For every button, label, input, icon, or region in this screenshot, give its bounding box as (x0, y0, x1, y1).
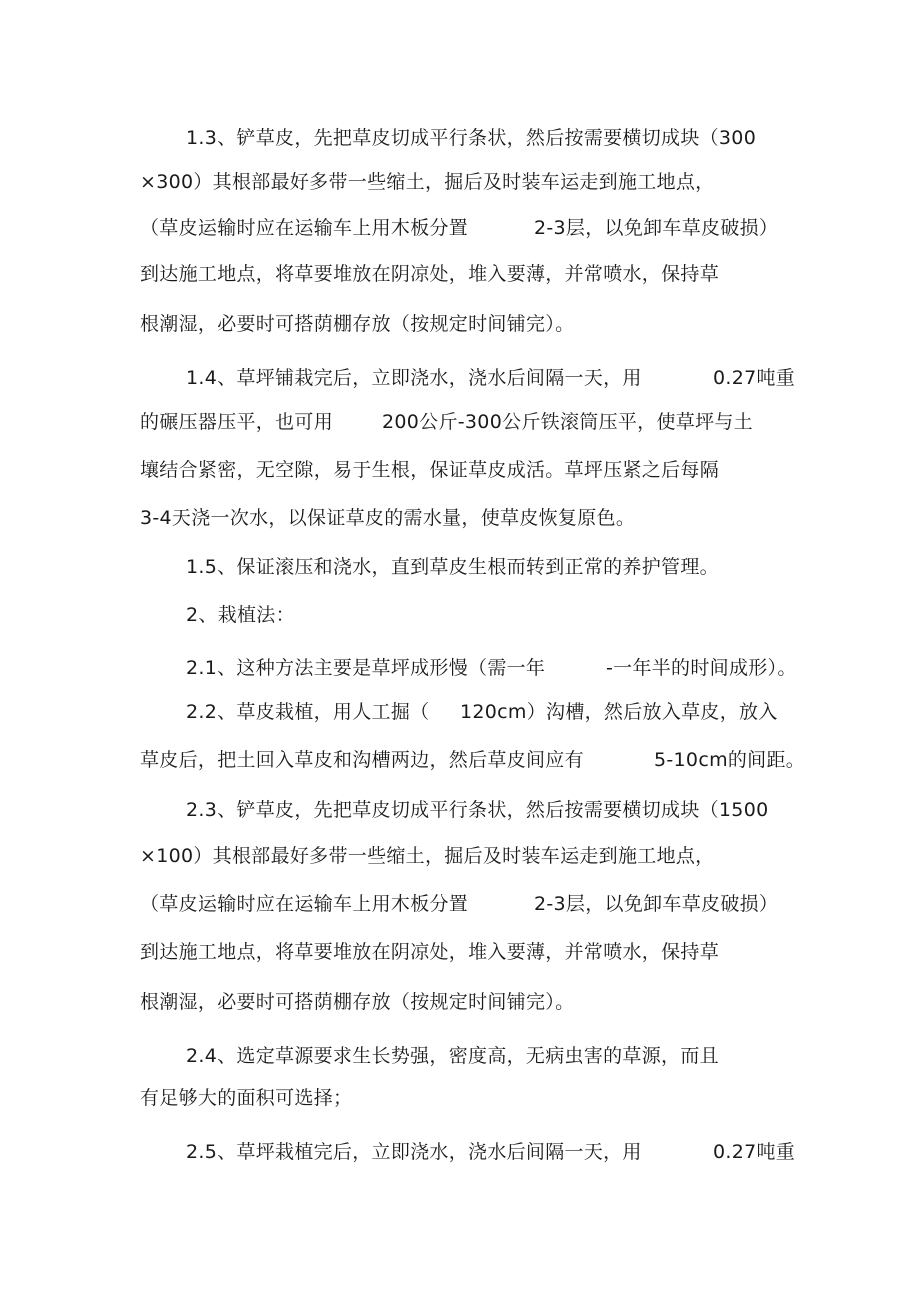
text-line (0, 692, 920, 732)
text-segment: 120cm）沟槽，然后放入草皮，放入 (460, 701, 778, 723)
text-segment: 的碾压器压平，也可用 (140, 411, 334, 433)
text-line (0, 254, 920, 294)
text-segment: （草皮运输时应在运输车上用木板分置 (140, 893, 469, 915)
text-segment: 根潮湿，必要时可搭荫棚存放（按规定时间铺完）。 (140, 313, 575, 335)
text-line (0, 358, 920, 398)
text-line (0, 1132, 920, 1172)
text-line (0, 304, 920, 344)
text-segment: 200公斤-300公斤铁滚筒压平，使草坪与土 (382, 411, 753, 433)
text-segment: 0.27吨重 (713, 1141, 796, 1163)
text-segment: ×100）其根部最好多带一些缩土，掘后及时装车运走到施工地点， (140, 845, 715, 867)
text-line (0, 402, 920, 442)
text-segment: 2.4、选定草源要求生长势强，密度高，无病虫害的草源，而且 (186, 1045, 719, 1067)
text-segment: 有足够大的面积可选择； (140, 1087, 353, 1109)
text-line (0, 648, 920, 688)
text-segment: （草皮运输时应在运输车上用木板分置 (140, 217, 469, 239)
text-segment: -一年半的时间成形）。 (606, 657, 797, 679)
text-segment: 2-3层，以免卸车草皮破损） (534, 217, 779, 239)
text-line (0, 836, 920, 876)
text-line (0, 162, 920, 202)
text-segment: 壤结合紧密，无空隙，易于生根，保证草皮成活。草坪压紧之后每隔 (140, 459, 720, 481)
text-segment: 1.5、保证滚压和浇水，直到草皮生根而转到正常的养护管理。 (186, 556, 719, 578)
text-line (0, 932, 920, 972)
text-segment: 2.1、这种方法主要是草坪成形慢（需一年 (186, 657, 546, 679)
text-line (0, 118, 920, 158)
text-segment: 0.27吨重 (713, 367, 796, 389)
text-segment: 2.3、铲草皮，先把草皮切成平行条状，然后按需要横切成块（1500 (186, 799, 769, 821)
text-line (0, 450, 920, 490)
text-segment: 2、栽植法： (186, 604, 295, 626)
text-segment: 3-4天浇一次水，以保证草皮的需水量，使草皮恢复原色。 (140, 507, 636, 529)
text-segment: 到达施工地点，将草要堆放在阴凉处，堆入要薄，并常喷水，保持草 (140, 941, 720, 963)
text-segment: 到达施工地点，将草要堆放在阴凉处，堆入要薄，并常喷水，保持草 (140, 263, 720, 285)
text-line (0, 884, 920, 924)
text-line (0, 498, 920, 538)
text-line (0, 1036, 920, 1076)
section-heading (0, 595, 920, 635)
text-segment: 2-3层，以免卸车草皮破损） (534, 893, 779, 915)
text-line (0, 740, 920, 780)
text-segment: 草皮后，把土回入草皮和沟槽两边，然后草皮间应有 (140, 749, 584, 771)
text-line (0, 982, 920, 1022)
text-segment: 1.4、草坪铺栽完后，立即浇水，浇水后间隔一天，用 (186, 367, 642, 389)
text-segment: ×300）其根部最好多带一些缩土，掘后及时装车运走到施工地点， (140, 171, 715, 193)
text-segment: 1.3、铲草皮，先把草皮切成平行条状，然后按需要横切成块（300 (186, 127, 757, 149)
text-segment: 5-10cm的间距。 (654, 749, 806, 771)
text-line (0, 208, 920, 248)
text-segment: 2.2、草皮栽植，用人工掘（ (186, 701, 430, 723)
text-segment: 2.5、草坪栽植完后，立即浇水，浇水后间隔一天，用 (186, 1141, 642, 1163)
text-line (0, 790, 920, 830)
text-segment: 根潮湿，必要时可搭荫棚存放（按规定时间铺完）。 (140, 991, 575, 1013)
text-line (0, 1078, 920, 1118)
text-line (0, 547, 920, 587)
